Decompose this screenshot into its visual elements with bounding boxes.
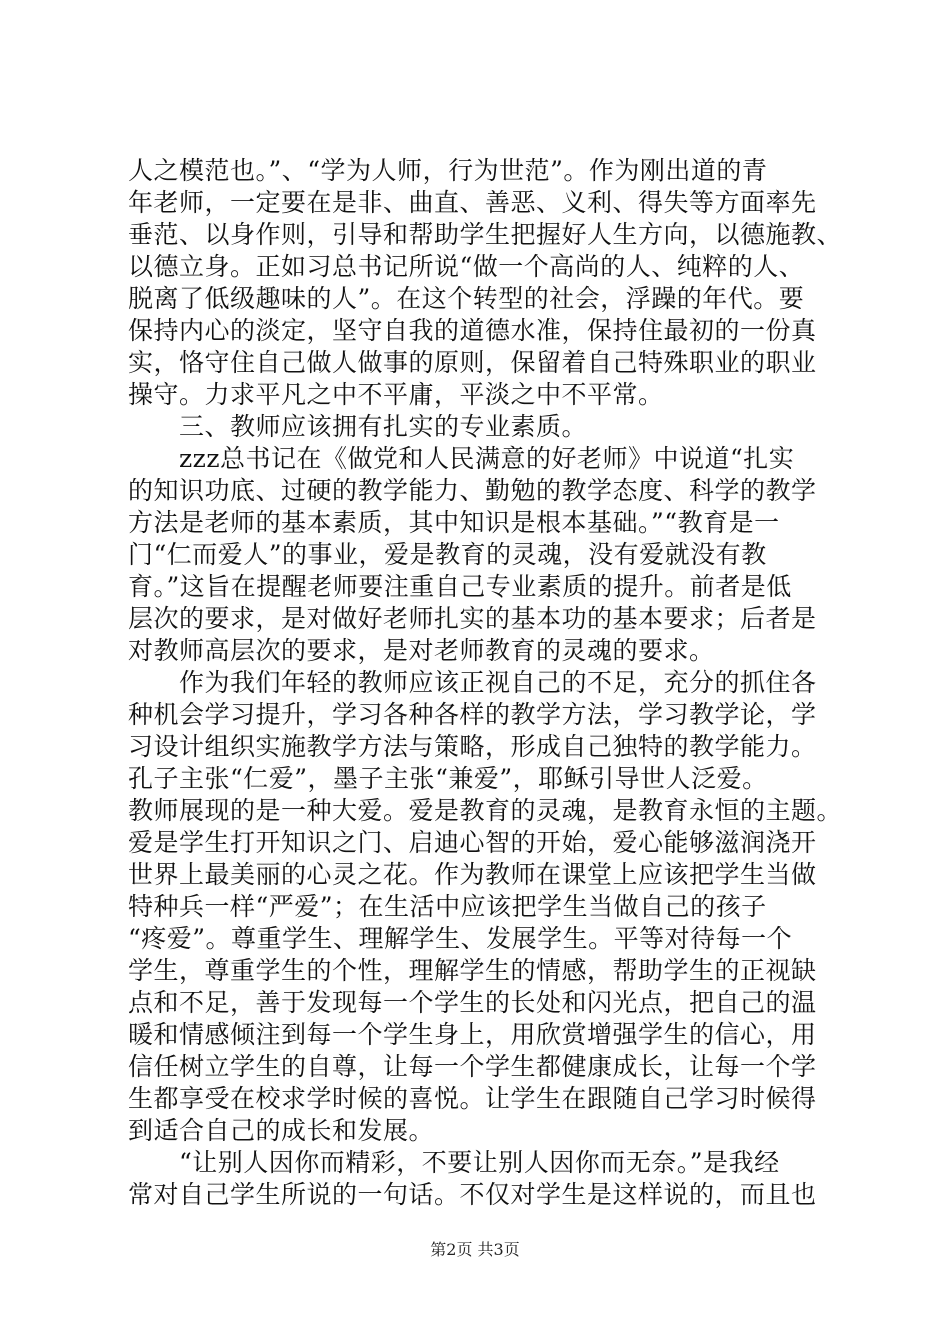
- text-line: 种机会学习提升，学习各种各样的教学方法，学习教学论，学: [128, 700, 817, 729]
- text-line: 保持内心的淡定，坚守自我的道德水准，保持住最初的一份真: [128, 316, 817, 345]
- text-line: 育。”这旨在提醒老师要注重自己专业素质的提升。前者是低: [128, 572, 792, 601]
- text-line: 爱是学生打开知识之门、启迪心智的开始，爱心能够滋润浇开: [128, 828, 817, 857]
- page-number: 第2页 共3页: [430, 1240, 520, 1259]
- text-line: 门“仁而爱人”的事业，爱是教育的灵魂，没有爱就没有教: [128, 540, 767, 569]
- text-line: 垂范、以身作则，引导和帮助学生把握好人生方向，以德施教、: [128, 220, 843, 249]
- text-line: 对教师高层次的要求，是对老师教育的灵魂的要求。: [128, 636, 715, 665]
- text-line: 信任树立学生的自尊，让每一个学生都健康成长，让每一个学: [128, 1052, 817, 1081]
- body-text: [128, 155, 843, 1211]
- section-heading: 三、教师应该拥有扎实的专业素质。: [128, 412, 588, 441]
- text-line: 点和不足，善于发现每一个学生的长处和闪光点，把自己的温: [128, 988, 817, 1017]
- text-line: 特种兵一样“严爱”；在生活中应该把学生当做自己的孩子: [128, 892, 767, 921]
- text-line: 到适合自己的成长和发展。: [128, 1116, 435, 1145]
- text-line: 教师展现的是一种大爱。爱是教育的灵魂，是教育永恒的主题。: [128, 796, 843, 825]
- text-line: 操守。力求平凡之中不平庸，平淡之中不平常。: [128, 380, 664, 409]
- text-line: 以德立身。正如习总书记所说“做一个高尚的人、纯粹的人、: [128, 252, 805, 281]
- text-line: 世界上最美丽的心灵之花。作为教师在课堂上应该把学生当做: [128, 860, 817, 889]
- text-line: 年老师，一定要在是非、曲直、善恶、义利、得失等方面率先: [128, 188, 817, 217]
- text-line: 层次的要求，是对做好老师扎实的基本功的基本要求；后者是: [128, 604, 817, 633]
- text-line: 暖和情感倾注到每一个学生身上，用欣赏增强学生的信心，用: [128, 1020, 817, 1049]
- text-line: zzz总书记在《做党和人民满意的好老师》中说道“扎实: [128, 444, 795, 473]
- text-line: 生都享受在校求学时候的喜悦。让学生在跟随自己学习时候得: [128, 1084, 817, 1113]
- text-line: 人之模范也。”、“学为人师，行为世范”。作为刚出道的青: [128, 156, 768, 185]
- text-line: 方法是老师的基本素质，其中知识是根本基础。”“教育是一: [128, 508, 780, 537]
- text-line: 习设计组织实施教学方法与策略，形成自己独特的教学能力。: [128, 732, 817, 761]
- text-line: 脱离了低级趣味的人”。在这个转型的社会，浮躁的年代。要: [128, 284, 805, 313]
- text-line: “疼爱”。尊重学生、理解学生、发展学生。平等对待每一个: [128, 924, 793, 953]
- text-line: “让别人因你而精彩，不要让别人因你而无奈。”是我经: [128, 1148, 780, 1177]
- text-line: 孔子主张“仁爱”，墨子主张“兼爱”，耶稣引导世人泛爱。: [128, 764, 768, 793]
- text-line: 常对自己学生所说的一句话。不仅对学生是这样说的，而且也: [128, 1180, 817, 1209]
- text-line: 学生，尊重学生的个性，理解学生的情感，帮助学生的正视缺: [128, 956, 817, 985]
- text-line: 作为我们年轻的教师应该正视自己的不足，充分的抓住各: [128, 668, 817, 697]
- text-line: 的知识功底、过硬的教学能力、勤勉的教学态度、科学的教学: [128, 476, 817, 505]
- text-line: 实，恪守住自己做人做事的原则，保留着自己特殊职业的职业: [128, 348, 817, 377]
